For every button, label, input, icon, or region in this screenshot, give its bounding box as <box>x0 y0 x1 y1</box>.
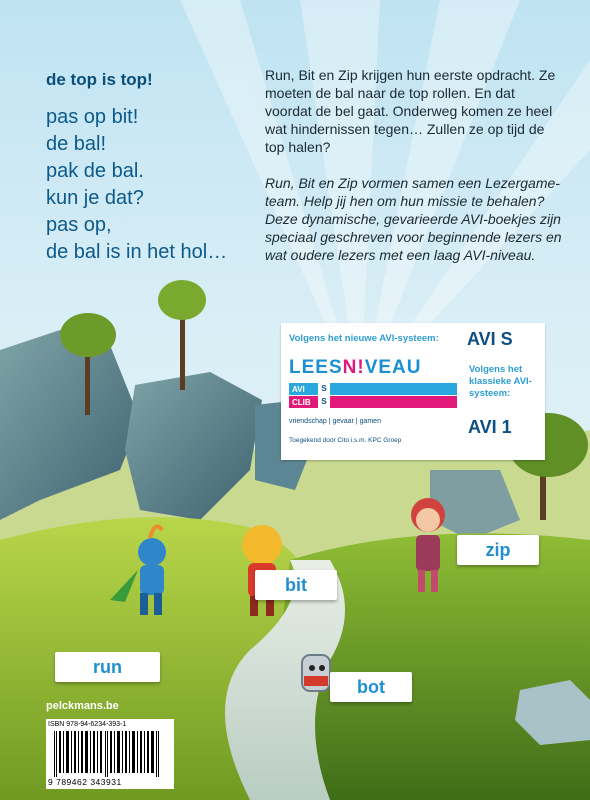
classic-avi-value: AVI 1 <box>468 417 512 437</box>
poem-lines <box>46 104 227 266</box>
classic-avi-label: Volgens het klassieke AVI-systeem: <box>469 364 532 399</box>
poem-line: pas op bit! <box>46 106 139 128</box>
avi-row: AVI S <box>289 383 457 395</box>
blurb-paragraph-2: Run, Bit en Zip vormen samen een Lezergame-team. Help jij hen om hun missie te behalen? Deze dynamische, gevarieerde AVI-boekjes zijn speciaal geschreven voor beginnende lezers en wat oudere lezers met een laag AVI-niveau. <box>265 175 562 263</box>
poem-line: de bal is in het hol… <box>46 241 228 263</box>
clib-row: CLIB S <box>289 396 457 408</box>
publisher-url: pelckmans.be <box>46 700 119 712</box>
poem-line: pak de bal. <box>46 160 144 182</box>
poem-title: de top is top! <box>46 70 153 89</box>
new-avi-value: AVI S <box>467 329 513 349</box>
barcode <box>46 719 174 789</box>
character-tag-zip: zip <box>457 535 539 565</box>
credit-line: Toegekend door Cito i.s.m. KPC Groep <box>289 437 402 444</box>
theme-keywords: vriendschap | gevaar | gamen <box>289 418 381 425</box>
poem-line: de bal! <box>46 133 107 155</box>
avi-level-box <box>281 323 545 460</box>
character-tag-bit: bit <box>255 570 337 600</box>
level-grid <box>289 383 457 409</box>
isbn-text: ISBN 978-94-6234-393-1 <box>48 721 127 728</box>
character-tag-bot: bot <box>330 672 412 702</box>
poem-line: pas op, <box>46 214 112 236</box>
character-tag-run: run <box>55 652 160 682</box>
leesniveau-logo: LEESN!VEAU <box>289 357 422 378</box>
barcode-number: 9 789462 343931 <box>48 777 122 787</box>
blurb-paragraph-1: Run, Bit en Zip krijgen hun eerste opdracht. Ze moeten de bal naar de top rollen. En dat voordat de bel gaat. Onderweg komen ze heel wat hindernissen tegen… Zullen ze op tijd de top halen? <box>265 67 556 155</box>
new-avi-label: Volgens het nieuwe AVI-systeem: <box>289 333 439 344</box>
barcode-bars <box>50 731 170 777</box>
poem-line: kun je dat? <box>46 187 144 209</box>
back-cover-blurb <box>265 66 565 282</box>
